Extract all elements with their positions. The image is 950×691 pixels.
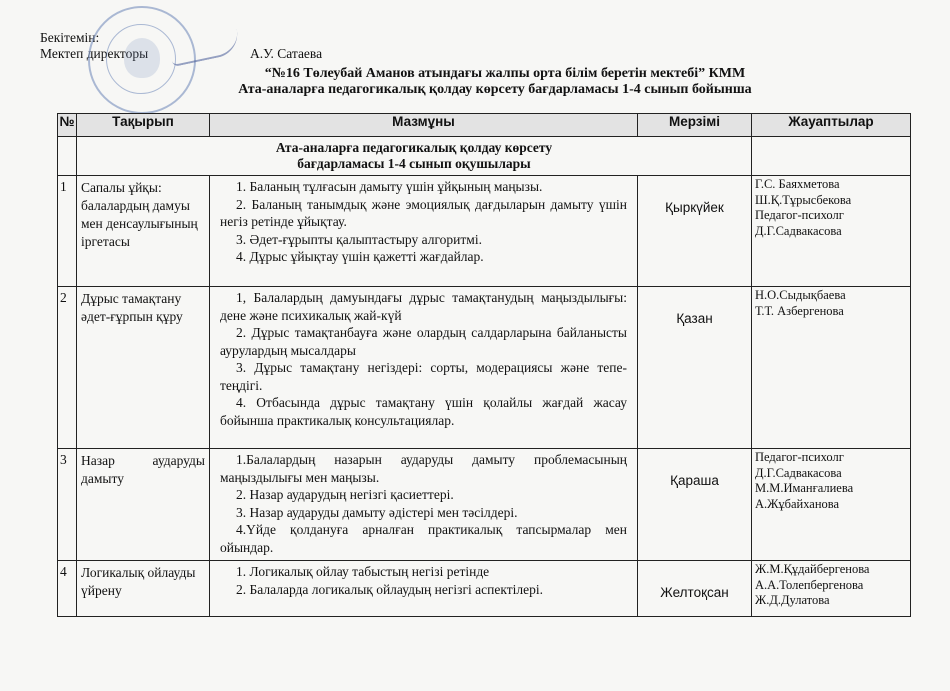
- row-month: Желтоқсан: [638, 561, 752, 617]
- table-row: [58, 561, 911, 617]
- row-topic: Назар аударуды дамыту: [77, 449, 210, 561]
- content-item: 2. Балаларда логикалық ойлаудың негізгі аспектілері.: [236, 581, 543, 597]
- section-title-row: [58, 137, 911, 176]
- row-responsible: Н.О.Сыдықбаева Т.Т. Азбергенова: [752, 287, 911, 449]
- table-row: [58, 287, 911, 449]
- content-item: 4. Дұрыс ұйықтау үшін қажетті жағдайлар.: [236, 249, 484, 264]
- row-responsible: Ж.М.Құдайбергенова А.А.Толепбергенова Ж.Д.Дулатова: [752, 561, 911, 617]
- col-header-month: Мерзімі: [638, 114, 752, 137]
- program-table: [57, 113, 911, 617]
- content-item: 1. Логикалық ойлау табыстың негізі ретінде: [236, 564, 490, 579]
- content-item: 3. Назар аударуды дамыту әдістері мен тәсілдері.: [236, 504, 518, 520]
- approval-name: А.У. Сатаева: [250, 46, 323, 61]
- row-content: [210, 449, 638, 561]
- content-item: 1. Баланың тұлғасын дамыту үшін ұйқының маңызы.: [236, 179, 543, 194]
- row-content: [210, 287, 638, 449]
- approval-label: Бекітемін:: [40, 30, 100, 45]
- content-item: 2. Дұрыс тамақтанбауға және олардың салдарларына байланысты аурулардың мысалдары: [220, 325, 627, 358]
- row-month: Қазан: [638, 287, 752, 449]
- row-number: 2: [58, 287, 77, 449]
- row-number: 4: [58, 561, 77, 617]
- row-topic: Сапалы ұйқы: балалардың дамуы мен денсаулығының іргетасы: [77, 176, 210, 287]
- content-item: 2. Баланың танымдық және эмоциялық дағдыларын дамыту үшін негіз ретінде ұйықтау.: [220, 196, 627, 229]
- row-number: 3: [58, 449, 77, 561]
- row-number: 1: [58, 176, 77, 287]
- content-item: 4.Үйде қолдануға арналған практикалық тапсырмалар мен ойындар.: [220, 522, 627, 555]
- table-row: [58, 449, 911, 561]
- content-item: 3. Әдет-ғұрыпты қалыптастыру алгоритмі.: [236, 231, 482, 247]
- col-header-topic: Тақырып: [77, 114, 210, 137]
- row-content: [210, 176, 638, 287]
- row-month: Қараша: [638, 449, 752, 561]
- approval-role: Мектеп директоры: [40, 46, 149, 61]
- section-title: Ата-аналарға педагогикалық қолдау көрсету бағдарламасы 1-4 сынып оқушылары: [77, 137, 752, 176]
- col-header-responsible: Жауаптылар: [752, 114, 911, 137]
- row-responsible: Педагог-психолг Д.Г.Садвакасова М.М.Иманғалиева А.Жұбайханова: [752, 449, 911, 561]
- row-responsible: Г.С. Баяхметова Ш.Қ.Тұрысбекова Педагог-психолг Д.Г.Садвакасова: [752, 176, 911, 287]
- document-title-line1: “№16 Төлеубай Аманов атындағы жалпы орта білім беретін мектебі” КММ: [264, 66, 746, 81]
- table-header-row: [58, 114, 911, 137]
- row-month: Қыркүйек: [638, 176, 752, 287]
- col-header-content: Мазмұны: [210, 114, 638, 137]
- row-content: [210, 561, 638, 617]
- row-topic: Логикалық ойлауды үйрену: [77, 561, 210, 617]
- document-title-line2: Ата-аналарға педагогикалық қолдау көрсету бағдарламасы 1-4 сынып бойынша: [238, 82, 752, 97]
- content-item: 1, Балалардың дамуындағы дұрыс тамақтанудың маңыздылығы: дене және психикалық жай-күй: [220, 290, 627, 323]
- col-header-num: №: [58, 114, 77, 137]
- content-item: 2. Назар аударудың негізгі қасиеттері.: [236, 487, 454, 502]
- content-item: 4. Отбасында дұрыс тамақтану үшін қолайлы жағдай жасау бойынша практикалық консультациялар.: [220, 395, 627, 428]
- content-item: 3. Дұрыс тамақтану негіздері: сорты, модерациясы және тепе-теңдігі.: [220, 360, 627, 393]
- table-row: [58, 176, 911, 287]
- row-topic: Дұрыс тамақтану әдет-ғұрпын құру: [77, 287, 210, 449]
- content-item: 1.Балалардың назарын аударуды дамыту проблемасының маңыздылығы мен маңызы.: [220, 452, 627, 485]
